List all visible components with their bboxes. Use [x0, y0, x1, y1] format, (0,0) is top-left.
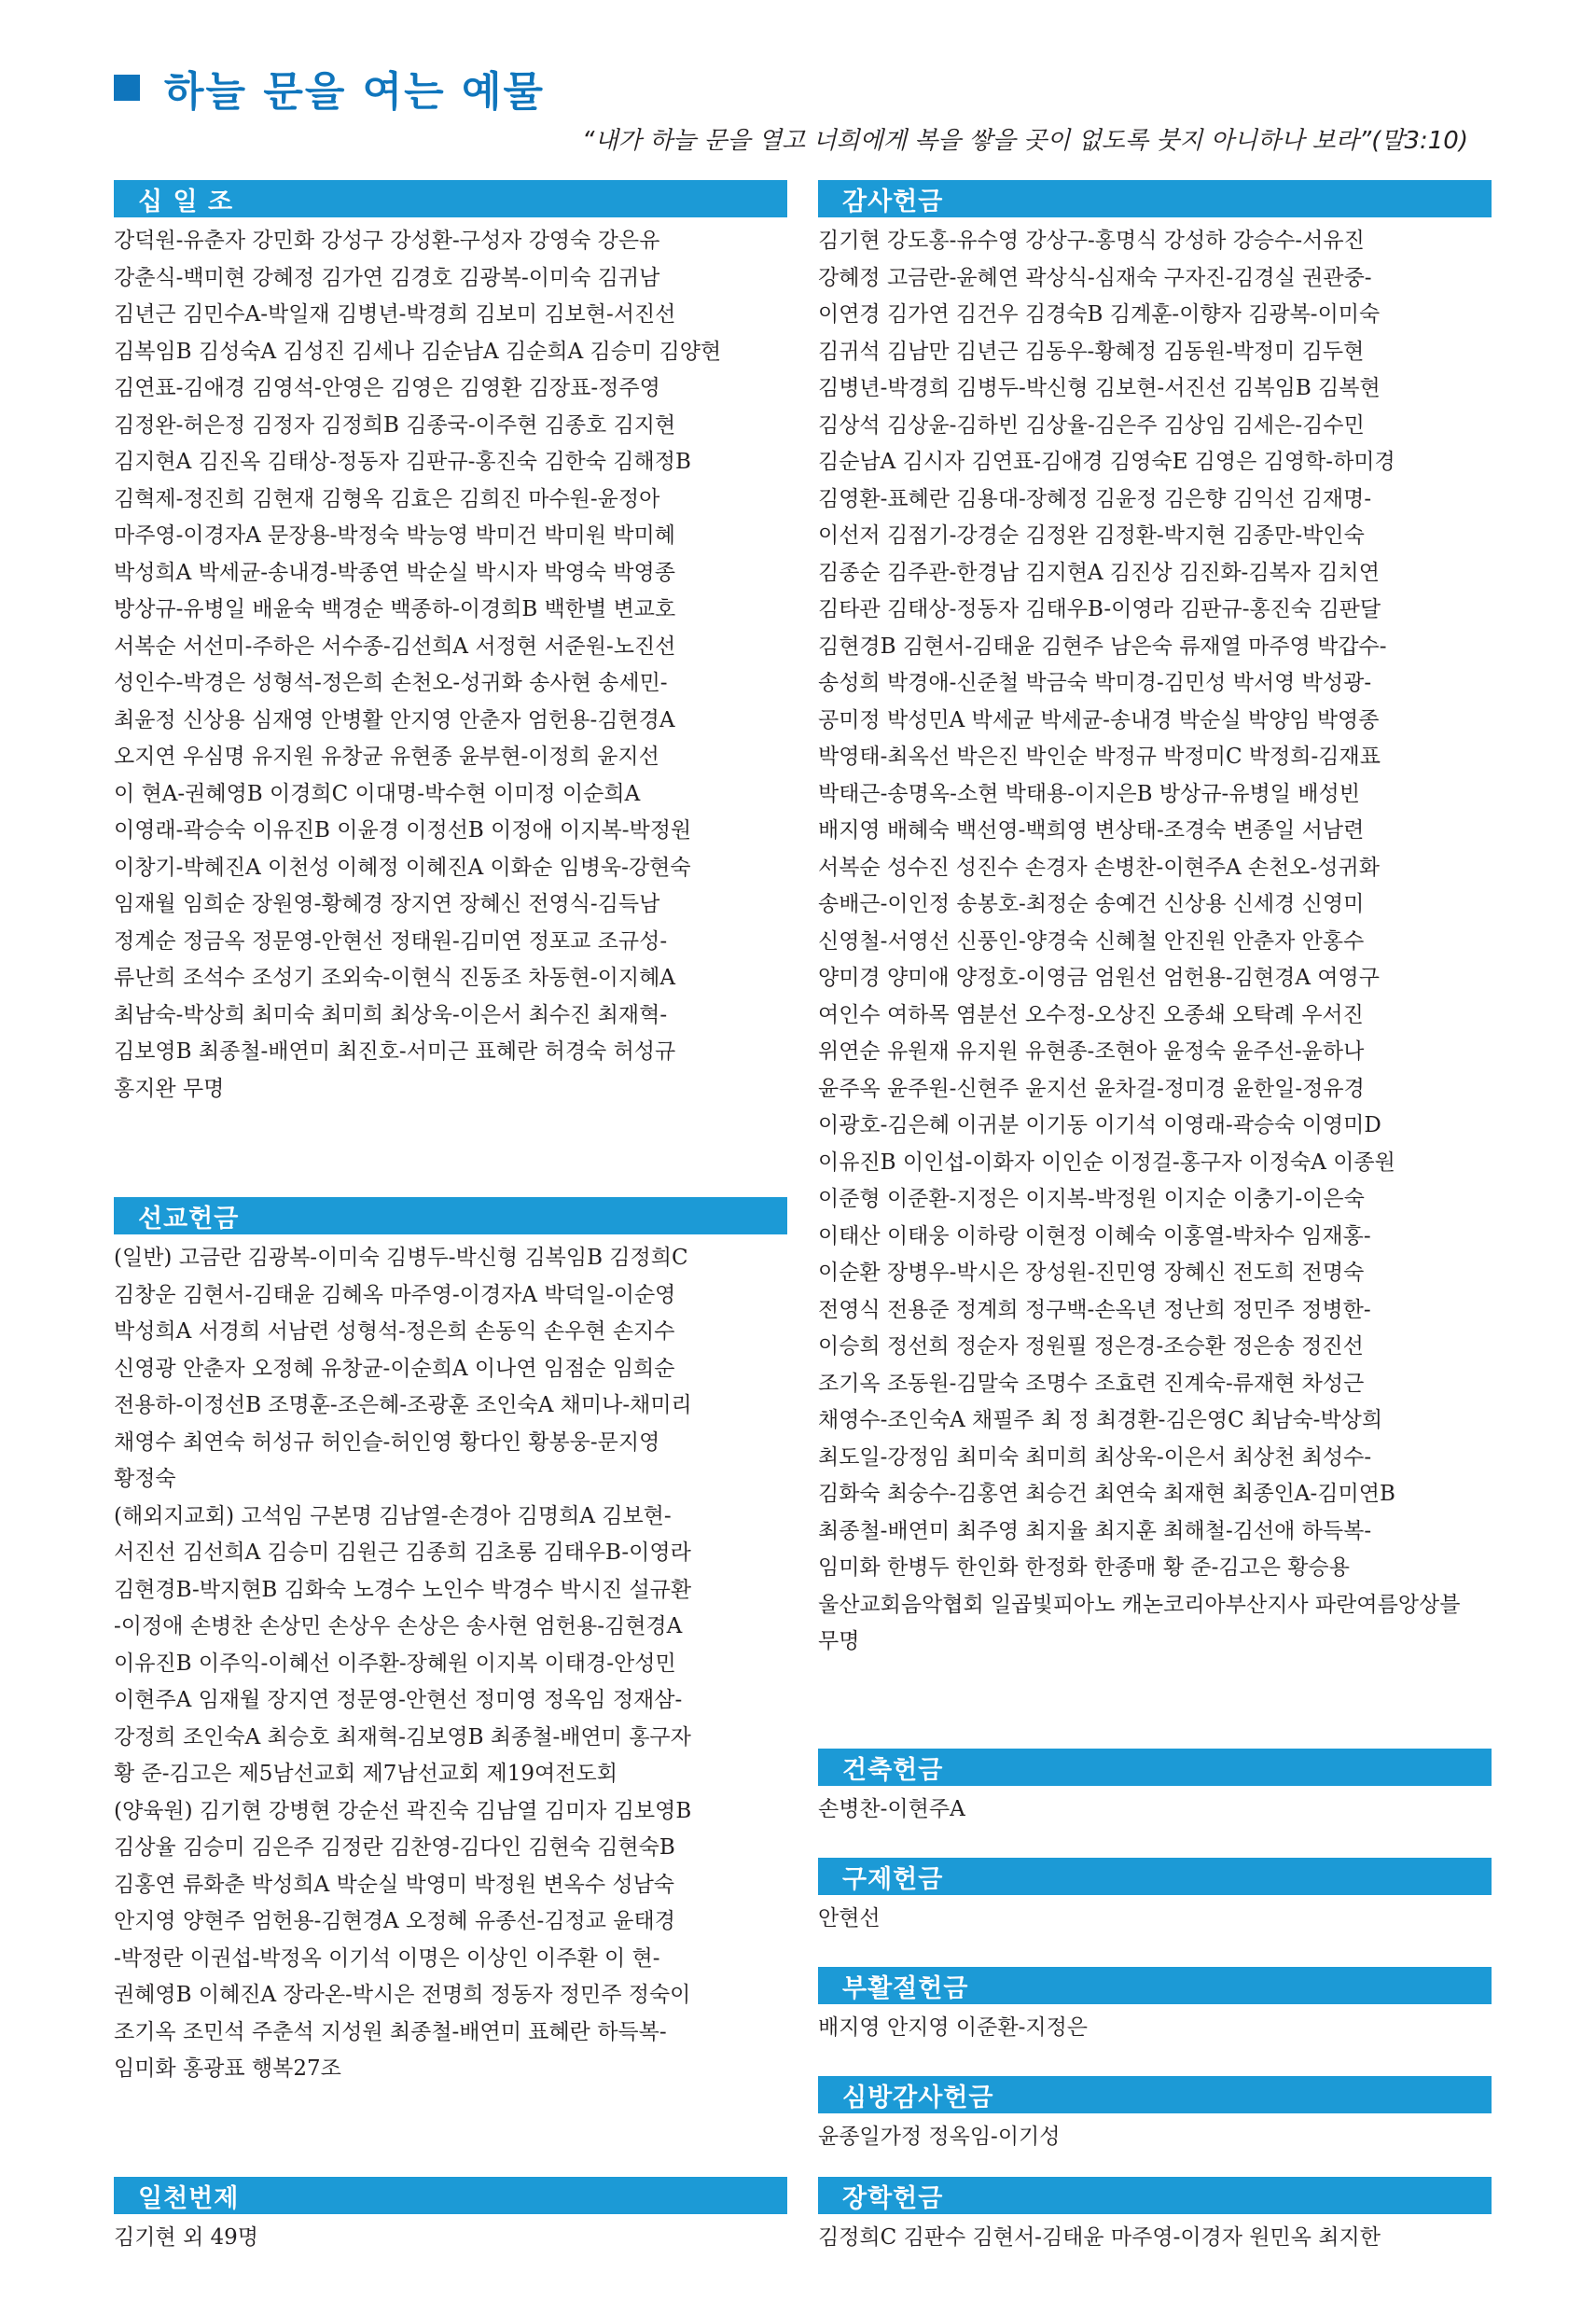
page-header — [114, 58, 1485, 156]
section-thanks — [818, 180, 1492, 1661]
donor-line: 여인수 여하목 염분선 오수정-오상진 오종쇄 오탁례 우서진 — [818, 1002, 1364, 1027]
donor-line: 류난희 조석수 조성기 조외숙-이현식 진동조 차동현-이지혜A — [114, 966, 675, 990]
donor-line: 양미경 양미애 양정호-이영금 엄원선 엄헌용-김현경A 여영구 — [818, 966, 1380, 990]
donor-line: 박태근-송명옥-소현 박태용-이지은B 방상규-유병일 배성빈 — [818, 781, 1360, 806]
donor-line: -이정애 손병찬 손상민 손상우 손상은 송사현 엄헌용-김현경A — [114, 1614, 683, 1638]
donor-line: 손병찬-이현주A — [818, 1797, 965, 1821]
donor-line: (일반) 고금란 김광복-이미숙 김병두-박신형 김복임B 김정희C — [114, 1246, 688, 1270]
donor-list — [114, 2220, 787, 2257]
donor-line: 울산교회음악협회 일곱빛피아노 캐논코리아부산지사 파란여름앙상블 — [818, 1592, 1461, 1617]
square-bullet-icon — [114, 75, 140, 101]
donor-line: 강춘식-백미현 강혜정 김가연 김경호 김광복-이미숙 김귀남 — [114, 265, 660, 290]
donor-line: 정계순 정금옥 정문영-안현선 정태원-김미연 정포교 조규성- — [114, 928, 668, 954]
donor-line: 김영환-표혜란 김용대-장혜정 김윤정 김은향 김익선 김재명- — [818, 486, 1372, 511]
donor-line: 최도일-강정임 최미숙 최미희 최상욱-이은서 최상천 최성수- — [818, 1444, 1372, 1470]
donor-line: 이창기-박혜진A 이천성 이혜정 이혜진A 이화순 임병욱-강현숙 — [114, 855, 691, 880]
section-tithe — [114, 180, 787, 1108]
donor-line: 박성희A 서경희 서남련 성형석-정은희 손동익 손우현 손지수 — [114, 1319, 675, 1344]
donor-line: 김년근 김민수A-박일재 김병년-박경희 김보미 김보현-서진선 — [114, 302, 676, 327]
donor-line: 홍지완 무명 — [114, 1076, 225, 1101]
donor-line: 김기현 외 49명 — [114, 2225, 258, 2250]
donor-line: 이유진B 이주익-이혜선 이주환-장혜원 이지복 이태경-안성민 — [114, 1651, 676, 1676]
donor-line: 김정희C 김판수 김현서-김태윤 마주영-이경자 원민옥 최지한 — [818, 2225, 1381, 2250]
donor-line: 김현경B 김현서-김태윤 김현주 남은숙 류재열 마주영 박갑수- — [818, 634, 1387, 659]
donor-line: 전용하-이정선B 조명훈-조은혜-조광훈 조인숙A 채미나-채미리 — [114, 1393, 692, 1417]
donor-line: 황정숙 — [114, 1467, 176, 1491]
section-building — [818, 1749, 1492, 1829]
donor-list — [114, 223, 787, 1108]
donor-list — [818, 2119, 1492, 2156]
donor-line: 윤종일가정 정옥임-이기성 — [818, 2125, 1061, 2149]
donor-line: 윤주옥 윤주원-신현주 윤지선 윤차걸-정미경 윤한일-정유경 — [818, 1076, 1365, 1101]
donor-line: 김현경B-박지현B 김화숙 노경수 노인수 박경수 박시진 설규환 — [114, 1577, 692, 1602]
donor-line: 임미화 홍광표 행복27조 — [114, 2056, 341, 2081]
donor-line: 김창운 김현서-김태윤 김혜옥 마주영-이경자A 박덕일-이순영 — [114, 1282, 676, 1307]
donor-line: 최종철-배연미 최주영 최지율 최지훈 최해철-김선애 하득복- — [818, 1518, 1372, 1543]
donor-list — [818, 223, 1492, 1661]
section-heading: 선교헌금 — [114, 1197, 787, 1234]
donor-line: 서진선 김선희A 김승미 김원근 김종희 김초롱 김태우B-이영라 — [114, 1540, 691, 1565]
section-scholarship — [818, 2177, 1492, 2257]
section-heading: 부활절헌금 — [818, 1967, 1492, 2004]
donor-line: 김홍연 류화춘 박성희A 박순실 박영미 박정원 변옥수 성남숙 — [114, 1872, 675, 1897]
section-firstfruits — [114, 2177, 787, 2257]
page-title: 하늘 문을 여는 예물 — [164, 68, 545, 116]
section-heading: 십 일 조 — [114, 180, 787, 217]
donor-line: 채영수 최연숙 허성규 허인슬-허인영 황다인 황봉웅-문지영 — [114, 1429, 660, 1455]
donor-line: 오지연 우심명 유지원 유창균 유현종 윤부현-이정희 윤지선 — [114, 745, 659, 769]
donor-line: 성인수-박경은 성형석-정은희 손천오-성귀화 송사현 송세민- — [114, 671, 668, 695]
scripture-quote: “내가 하늘 문을 열고 너희에게 복을 쌓을 곳이 없도록 붓지 아니하나 보라”(말3:10) — [581, 127, 1468, 155]
section-heading: 심방감사헌금 — [818, 2076, 1492, 2113]
donor-line: 최윤정 신상용 심재영 안병활 안지영 안춘자 엄헌용-김현경A — [114, 707, 675, 732]
donor-line: (양육원) 김기현 강병현 강순선 곽진숙 김남열 김미자 김보영B — [114, 1798, 692, 1823]
donor-line: 김종순 김주관-한경남 김지현A 김진상 김진화-김복자 김치연 — [818, 560, 1380, 585]
donor-line: 배지영 배혜숙 백선영-백희영 변상태-조경숙 변종일 서남련 — [818, 818, 1365, 843]
donor-line: 최남숙-박상희 최미숙 최미희 최상욱-이은서 최수진 최재혁- — [114, 1002, 668, 1027]
section-heading: 감사헌금 — [818, 180, 1492, 217]
section-heading: 장학헌금 — [818, 2177, 1492, 2214]
donor-line: 강정희 조인숙A 최승호 최재혁-김보영B 최종철-배연미 홍구자 — [114, 1724, 691, 1749]
donor-line: 이준형 이준환-지정은 이지복-박정원 이지순 이충기-이은숙 — [818, 1187, 1365, 1211]
donor-line: 서복순 성수진 성진수 손경자 손병찬-이현주A 손천오-성귀화 — [818, 855, 1380, 880]
donor-line: 강혜정 고금란-윤혜연 곽상식-심재숙 구자진-김경실 권관중- — [818, 265, 1372, 290]
donor-line: 김지현A 김진옥 김태상-정동자 김판규-홍진숙 김한숙 김해정B — [114, 450, 691, 474]
donor-list — [818, 1901, 1492, 1938]
donor-line: 권혜영B 이혜진A 장라온-박시은 전명희 정동자 정민주 정숙이 — [114, 1983, 691, 2007]
donor-line: 이순환 장병우-박시은 장성원-진민영 장혜신 전도희 전명숙 — [818, 1261, 1365, 1285]
donor-line: 김순남A 김시자 김연표-김애경 김영숙E 김영은 김영학-하미경 — [818, 450, 1395, 474]
donor-line: 신영광 안춘자 오정혜 유창균-이순희A 이나연 임점순 임희순 — [114, 1356, 675, 1381]
donor-line: 이태산 이태웅 이하랑 이현정 이혜숙 이홍열-박차수 임재홍- — [818, 1223, 1371, 1248]
donor-line: 박성희A 박세균-송내경-박종연 박순실 박시자 박영숙 박영종 — [114, 560, 675, 585]
donor-line: -박정란 이권섭-박정옥 이기석 이명은 이상인 이주환 이 현- — [114, 1945, 660, 1971]
donor-line: 김병년-박경희 김병두-박신형 김보현-서진선 김복임B 김복현 — [818, 376, 1381, 400]
donor-line: 이현주A 임재월 장지연 정문영-안현선 정미영 정옥임 정재삼- — [114, 1688, 683, 1712]
section-visit — [818, 2076, 1492, 2156]
donor-line: 송성희 박경애-신준철 박금숙 박미경-김민성 박서영 박성광- — [818, 671, 1372, 695]
donor-line: 조기옥 조민석 주춘석 지성원 최종철-배연미 표혜란 하득복- — [114, 2019, 667, 2044]
donor-line: 채영수-조인숙A 채필주 최 정 최경환-김은영C 최남숙-박상희 — [818, 1408, 1383, 1432]
donor-line: 임재월 임희순 장원영-황혜경 장지연 장혜신 전영식-김득남 — [114, 892, 660, 916]
donor-list — [818, 1791, 1492, 1829]
donor-line: 이유진B 이인섭-이화자 이인순 이정걸-홍구자 이정숙A 이종원 — [818, 1150, 1395, 1175]
donor-line: 김혁제-정진희 김현재 김형옥 김효은 김희진 마수원-윤정아 — [114, 486, 660, 511]
donor-line: 김복임B 김성숙A 김성진 김세나 김순남A 김순희A 김승미 김양현 — [114, 339, 722, 364]
donor-line: 강덕원-유춘자 강민화 강성구 강성환-구성자 강영숙 강은유 — [114, 229, 660, 253]
section-heading: 건축헌금 — [818, 1749, 1492, 1786]
donor-line: 황 준-김고은 제5남선교회 제7남선교회 제19여전도회 — [114, 1762, 618, 1786]
donor-list — [818, 2010, 1492, 2047]
donor-line: 이 현A-권혜영B 이경희C 이대명-박수현 이미정 이순희A — [114, 781, 641, 806]
donor-line: 안지영 양현주 엄헌용-김현경A 오정혜 유종선-김정교 윤태경 — [114, 1909, 675, 1933]
donor-line: 김타관 김태상-정동자 김태우B-이영라 김판규-홍진숙 김판달 — [818, 597, 1381, 621]
donor-line: 박영태-최옥선 박은진 박인순 박정규 박정미C 박정희-김재표 — [818, 745, 1381, 769]
donor-line: 김상석 김상윤-김하빈 김상율-김은주 김상임 김세은-김수민 — [818, 412, 1365, 438]
donor-line: 신영철-서영선 신풍인-양경숙 신혜철 안진원 안춘자 안홍수 — [818, 928, 1365, 954]
donor-list — [818, 2220, 1492, 2257]
section-heading: 일천번제 — [114, 2177, 787, 2214]
donor-line: 김기현 강도홍-유수영 강상구-홍명식 강성하 강승수-서유진 — [818, 229, 1365, 253]
donor-line: 김연표-김애경 김영석-안영은 김영은 김영환 김장표-정주영 — [114, 376, 660, 400]
donor-line: 김상율 김승미 김은주 김정란 김찬영-김다인 김현숙 김현숙B — [114, 1835, 675, 1860]
title-row — [114, 58, 1485, 118]
donor-line: 위연순 유원재 유지원 유현종-조현아 윤정숙 윤주선-윤하나 — [818, 1039, 1365, 1064]
donor-line: 공미정 박성민A 박세균 박세균-송내경 박순실 박양임 박영종 — [818, 707, 1380, 732]
donor-line: 김보영B 최종철-배연미 최진호-서미근 표혜란 허경숙 허성규 — [114, 1039, 676, 1064]
donor-line: 조기옥 조동원-김말숙 조명수 조효련 진계숙-류재현 차성근 — [818, 1371, 1365, 1396]
donor-line: 무명 — [818, 1629, 860, 1653]
donor-line: 서복순 서선미-주하은 서수종-김선희A 서정현 서준원-노진선 — [114, 634, 676, 659]
section-heading: 구제헌금 — [818, 1858, 1492, 1895]
section-relief — [818, 1858, 1492, 1938]
donor-line: 안현선 — [818, 1906, 881, 1931]
donor-line: 임미화 한병두 한인화 한정화 한종매 황 준-김고은 황승용 — [818, 1555, 1350, 1580]
donor-line: 방상규-유병일 배윤숙 백경순 백종하-이경희B 백한별 변교호 — [114, 597, 676, 621]
donor-line: 김귀석 김남만 김년근 김동우-황혜정 김동원-박정미 김두현 — [818, 339, 1365, 364]
donor-line: 이선저 김점기-강경순 김정완 김정환-박지현 김종만-박인숙 — [818, 523, 1365, 548]
donor-line: 김정완-허은정 김정자 김정희B 김종국-이주현 김종호 김지현 — [114, 412, 676, 438]
donor-line: 송배근-이인정 송봉호-최정순 송예건 신상용 신세경 신영미 — [818, 892, 1365, 916]
donor-line: 이영래-곽승숙 이유진B 이윤경 이정선B 이정애 이지복-박정원 — [114, 818, 692, 843]
section-easter — [818, 1967, 1492, 2047]
donor-line: (해외지교회) 고석임 구본명 김남열-손경아 김명희A 김보현- — [114, 1503, 672, 1528]
donor-line: 이연경 김가연 김건우 김경숙B 김계훈-이향자 김광복-이미숙 — [818, 302, 1381, 327]
donor-line: 이광호-김은혜 이귀분 이기동 이기석 이영래-곽승숙 이영미D — [818, 1113, 1381, 1137]
donor-list — [114, 1240, 787, 2088]
donor-line: 이승희 정선희 정순자 정원필 정은경-조승환 정은송 정진선 — [818, 1334, 1364, 1359]
section-mission — [114, 1197, 787, 2088]
donor-line: 전영식 전용준 정계희 정구백-손옥년 정난희 정민주 정병한- — [818, 1297, 1371, 1322]
donor-line: 배지영 안지영 이준환-지정은 — [818, 2015, 1089, 2040]
donor-line: 김화숙 최숭수-김홍연 최승건 최연숙 최재현 최종인A-김미연B — [818, 1482, 1395, 1506]
donor-line: 마주영-이경자A 문장용-박정숙 박능영 박미건 박미원 박미혜 — [114, 523, 675, 548]
